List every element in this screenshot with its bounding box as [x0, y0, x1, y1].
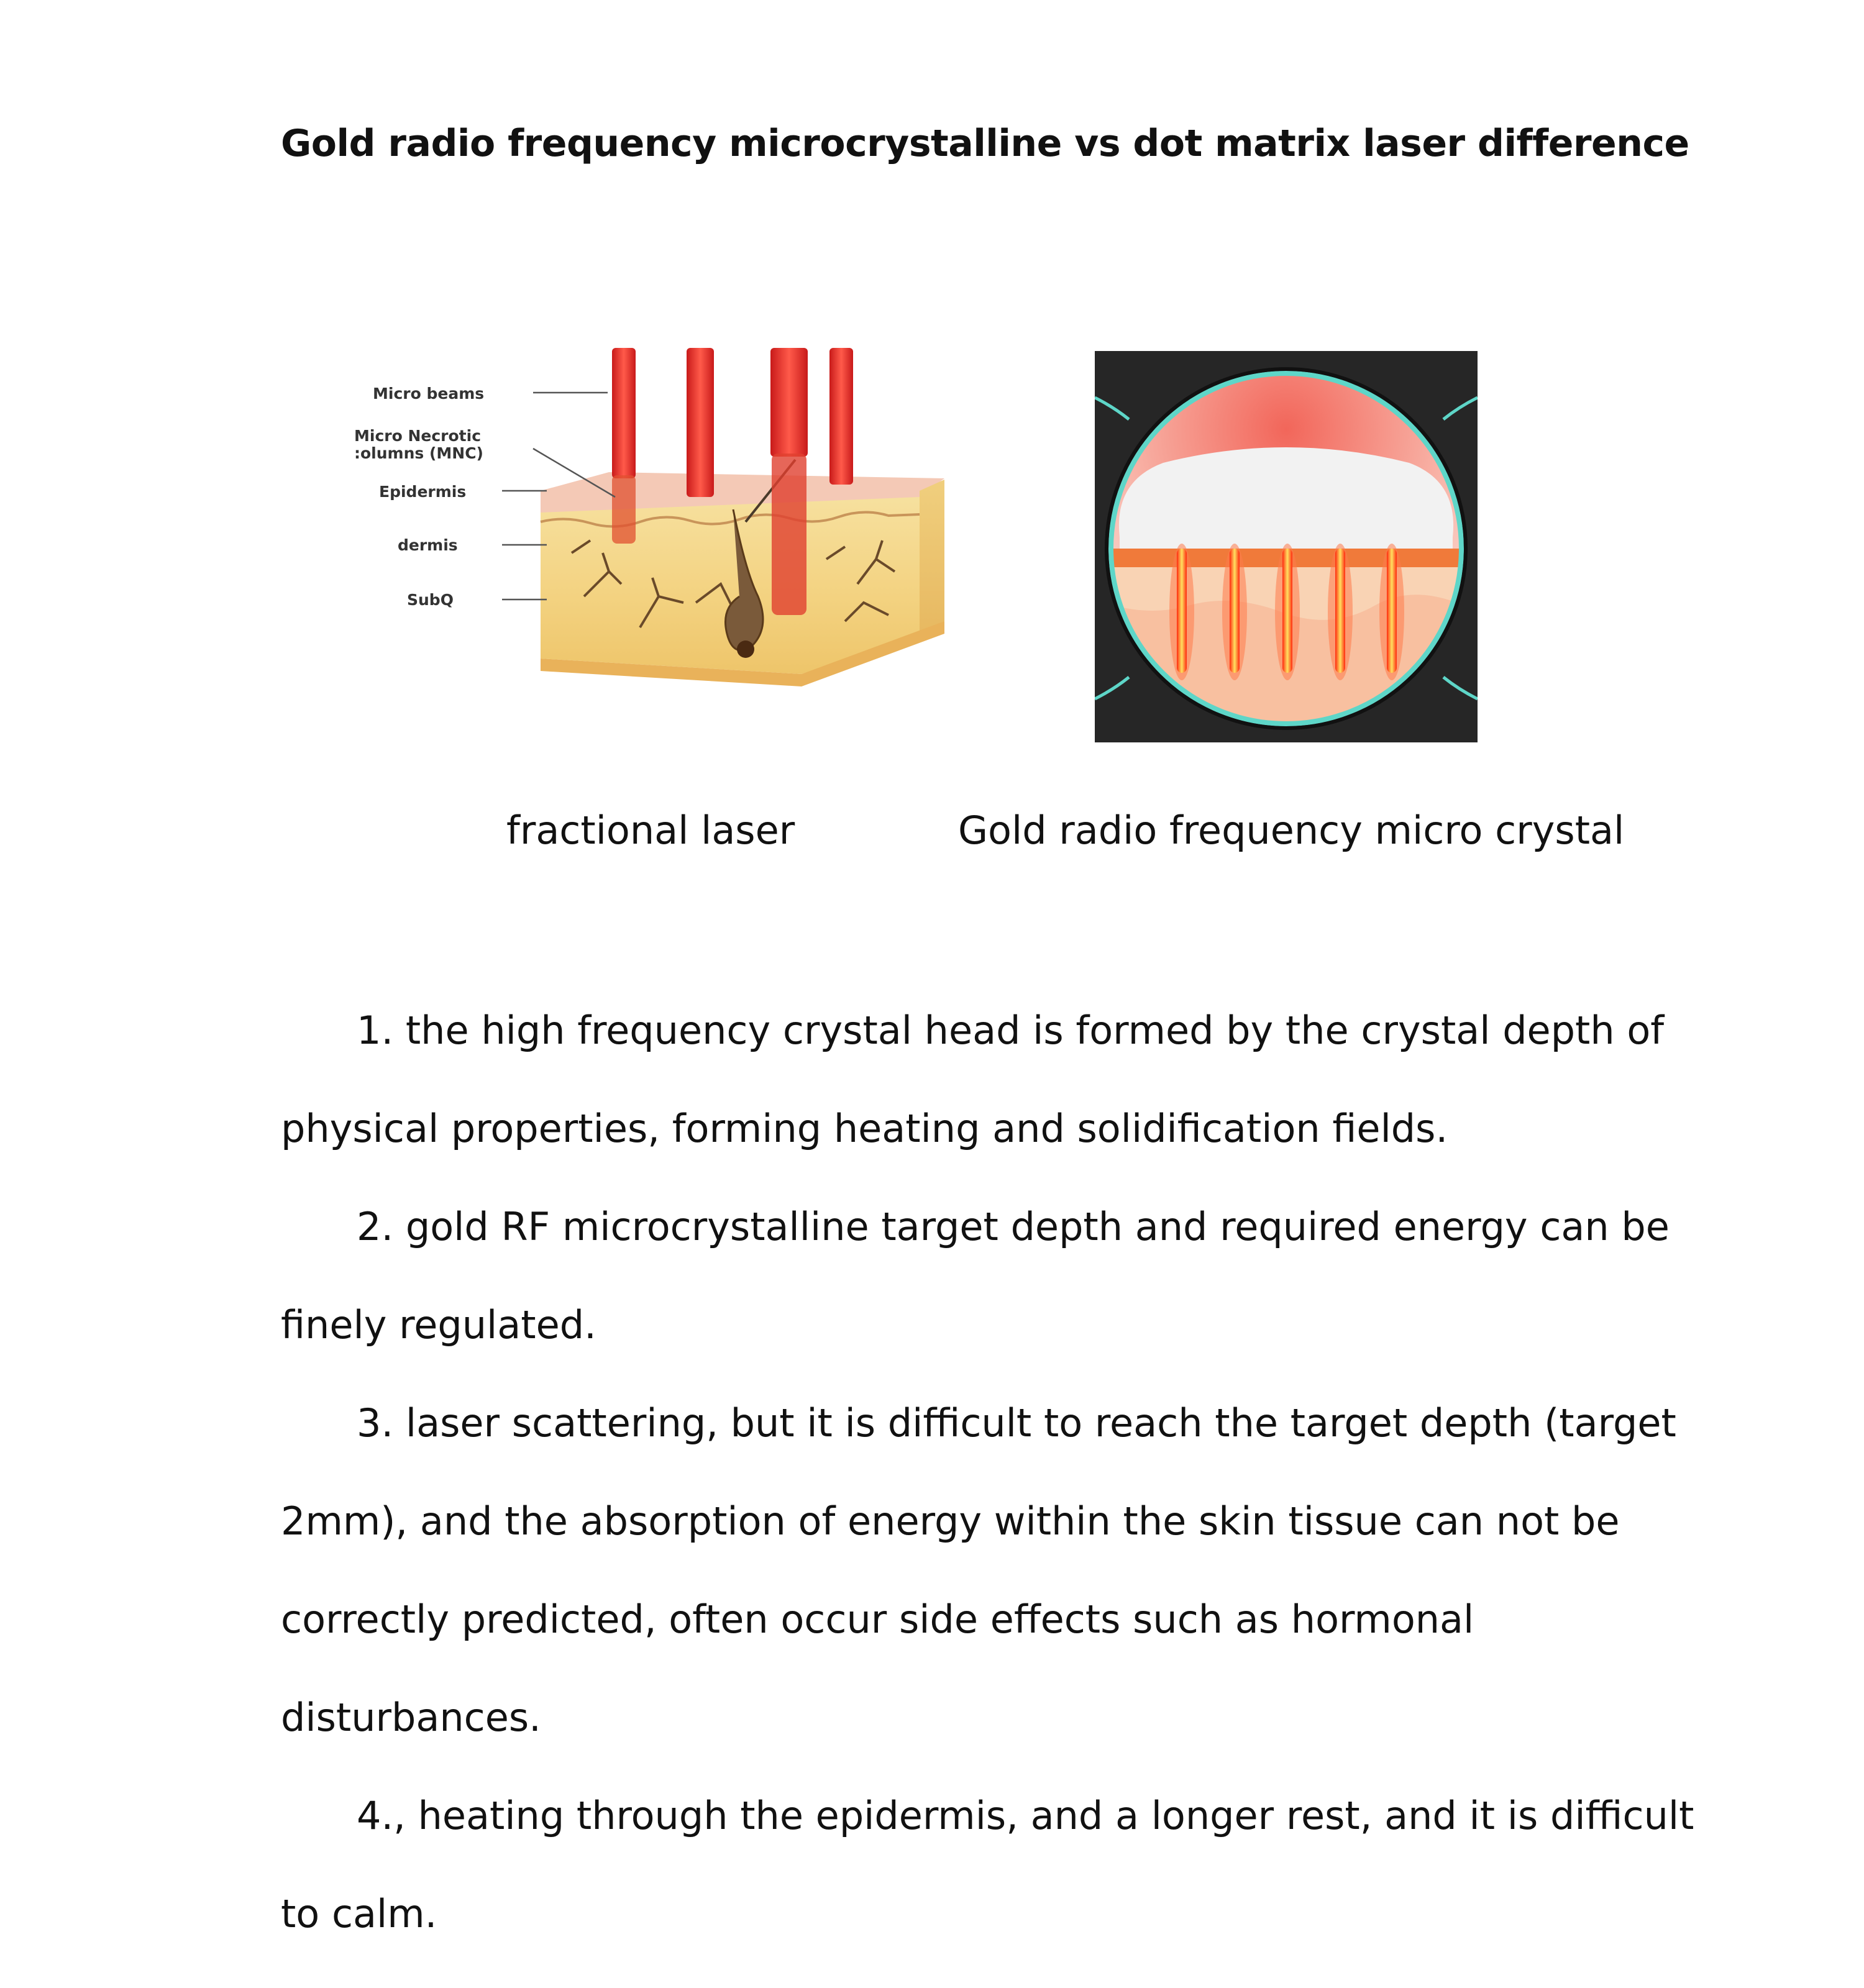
paragraph-2	[281, 1178, 1670, 1374]
caption-gold-rf: Gold radio frequency micro crystal	[958, 808, 1625, 853]
label-micro-beams: Micro beams	[373, 385, 485, 403]
paragraph-line: finely regulated.	[281, 1302, 596, 1347]
label-dermis: dermis	[398, 536, 458, 554]
paragraph-line: disturbances.	[281, 1695, 541, 1740]
label-columns-mnc: :olumns (MNC)	[354, 444, 483, 462]
fractional-laser-illustration	[348, 335, 969, 770]
paragraph-line: 2. gold RF microcrystalline target depth and required energy can be	[357, 1204, 1670, 1249]
label-subq: SubQ	[407, 591, 454, 609]
skin-cross-section-diagram	[348, 335, 969, 770]
paragraph-line: 4., heating through the epidermis, and a longer rest, and it is difficult	[357, 1793, 1694, 1838]
paragraph-line: physical properties, forming heating and solidification fields.	[281, 1106, 1448, 1151]
caption-fractional-laser: fractional laser	[506, 808, 795, 853]
microneedle-diagram	[1095, 351, 1478, 742]
paragraph-1	[281, 982, 1665, 1178]
paragraph-line: correctly predicted, often occur side effects such as hormonal	[281, 1597, 1474, 1642]
gold-rf-microcrystal-illustration	[1095, 351, 1478, 742]
paragraph-4	[281, 1767, 1694, 1963]
label-epidermis: Epidermis	[379, 483, 467, 501]
paragraph-line: 1. the high frequency crystal head is formed by the crystal depth of	[357, 1008, 1665, 1053]
label-micro-necrotic: Micro Necrotic	[354, 427, 482, 445]
paragraph-3	[281, 1374, 1676, 1767]
page-title: Gold radio frequency microcrystalline vs dot matrix laser difference	[281, 122, 1689, 165]
paragraph-line: 2mm), and the absorption of energy within the skin tissue can not be	[281, 1498, 1620, 1544]
paragraph-line: 3. laser scattering, but it is difficult to reach the target depth (target	[357, 1400, 1676, 1446]
paragraph-line: to calm.	[281, 1891, 437, 1936]
